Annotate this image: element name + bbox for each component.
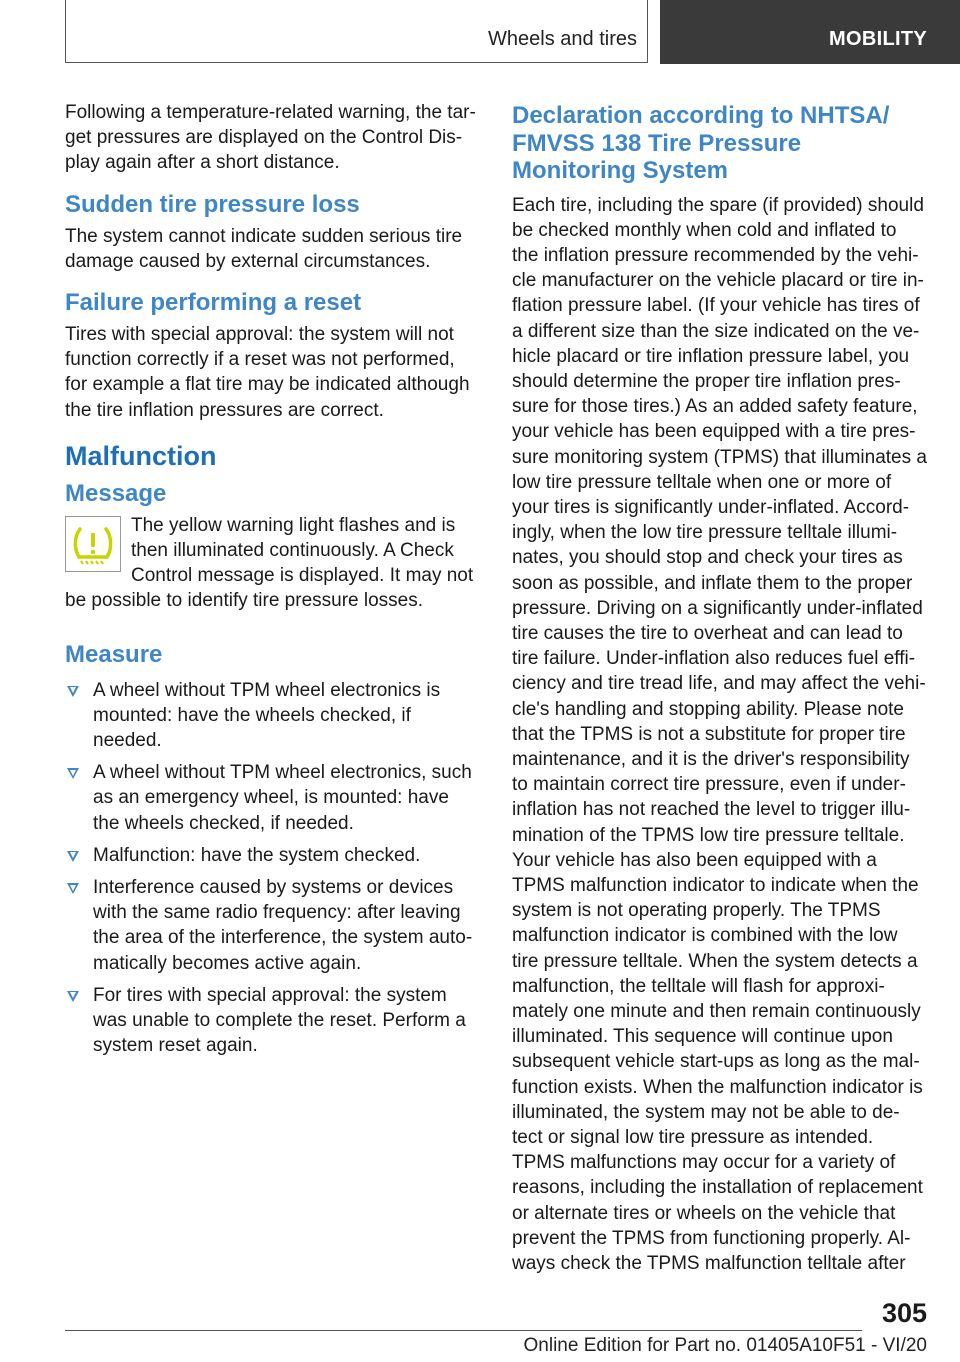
footer-edition: Online Edition for Part no. 01405A10F51 - VI/20	[523, 1335, 927, 1356]
declaration-heading-line-1: Declaration according to NHTSA/	[512, 102, 890, 129]
malfunction-heading: Malfunction	[65, 440, 217, 471]
footer-rule	[65, 1330, 862, 1331]
declaration-heading-line-3: Monitoring System	[512, 157, 729, 184]
measure-heading: Measure	[65, 640, 163, 668]
sudden-loss-text: The system cannot indicate sudden serious tire damage caused by external circumstances.	[65, 225, 463, 272]
triangle-bullet-icon	[67, 883, 79, 894]
measure-list	[65, 678, 480, 1059]
header-chapter-label: MOBILITY	[829, 28, 927, 50]
tire-pressure-warning-icon	[65, 516, 121, 572]
measure-item	[65, 843, 480, 868]
triangle-bullet-icon	[67, 686, 79, 697]
declaration-heading	[512, 102, 927, 185]
measure-item-text: Malfunction: have the system checked.	[93, 844, 421, 866]
declaration-text: Each tire, including the spare (if provided) should be checked monthly when cold and inflated to the inflation pressure recommended by the vehi-cle manufacturer on the vehicle placard or tire in-flation pressure label. (If your vehicle has tires of a different size than the size indicated on the ve-hicle placard or tire inflation pressure label, you should determine the proper tire inflation pres-sure for those tires.) As an added safety feature, your vehicle has been equipped with a tire pres-sure monitoring system (TPMS) that illuminates a low tire pressure telltale when one or more of your tires is significantly under-inflated. Accord-ingly, when the low tire pressure telltale illumi-nates, you should stop and check your tires as soon as possible, and inflate them to the proper pressure. Driving on a significantly under-inflated tire causes the tire to overheat and can lead to tire failure. Under-inflation also reduces fuel effi-ciency and tire tread life, and may affect the vehi-cle's handling and stopping ability. Please note that the TPMS is not a substitute for proper tire maintenance, and it is the driver's responsibility to maintain correct tire pressure, even if under-inflation has not reached the level to trigger illu-mination of the TPMS low tire pressure telltale. Your vehicle has also been equipped with a TPMS malfunction indicator to indicate when the system is not operating properly. The TPMS malfunction indicator is combined with the low tire pressure telltale. When the system detects a malfunction, the telltale will flash for approxi-mately one minute and then remain continuously illuminated. This sequence will continue upon subsequent vehicle start-ups as long as the mal-function exists. When the malfunction indicator is illuminated, the system may not be able to de-tect or signal low tire pressure as intended. TPMS malfunctions may occur for a variety of reasons, including the installation of replacement or alternate tires or wheels on the vehicle that prevent the TPMS from functioning properly. Al-ways check the TPMS malfunction telltale after	[512, 194, 927, 1275]
page-number: 305	[881, 1298, 927, 1328]
header-chapter-tab	[660, 0, 960, 64]
triangle-bullet-icon	[67, 768, 79, 779]
right-column	[512, 100, 927, 1276]
measure-item	[65, 875, 480, 976]
measure-item	[65, 983, 480, 1059]
intro-paragraph: Following a temperature-related warning, the tar-get pressures are displayed on the Control Dis-play again after a short distance.	[65, 102, 476, 174]
header-section-box	[65, 0, 648, 63]
measure-item-text: A wheel without TPM wheel electronics, such as an emergency wheel, is mounted: have the wheels checked, if needed.	[93, 762, 472, 834]
failure-reset-text: Tires with special approval: the system will not function correctly if a reset was not performed, for example a flat tire may be indicated although the tire inflation pressures are correct.	[65, 324, 470, 421]
failure-reset-heading: Failure performing a reset	[65, 289, 362, 317]
header-section-title: Wheels and tires	[488, 28, 637, 50]
measure-item-text: A wheel without TPM wheel electronics is mounted: have the wheels checked, if needed.	[93, 679, 441, 752]
message-heading: Message	[65, 479, 167, 507]
triangle-bullet-icon	[67, 991, 79, 1002]
message-block	[65, 513, 480, 614]
triangle-bullet-icon	[67, 851, 79, 862]
measure-item	[65, 678, 480, 754]
measure-item	[65, 760, 480, 836]
measure-item-text: For tires with special approval: the system was unable to complete the reset. Perform a system reset again.	[93, 984, 466, 1057]
declaration-heading-line-2: FMVSS 138 Tire Pressure	[512, 129, 802, 157]
measure-item-text: Interference caused by systems or devices with the same radio frequency: after leaving the area of the interference, the system auto-matically becomes active again.	[93, 877, 473, 974]
left-column	[65, 100, 480, 1065]
message-text: The yellow warning light flashes and is then illuminated continuously. A Check Control message is displayed. It may not be possible to identify tire pressure losses.	[65, 514, 474, 612]
sudden-loss-heading: Sudden tire pressure loss	[65, 190, 360, 218]
